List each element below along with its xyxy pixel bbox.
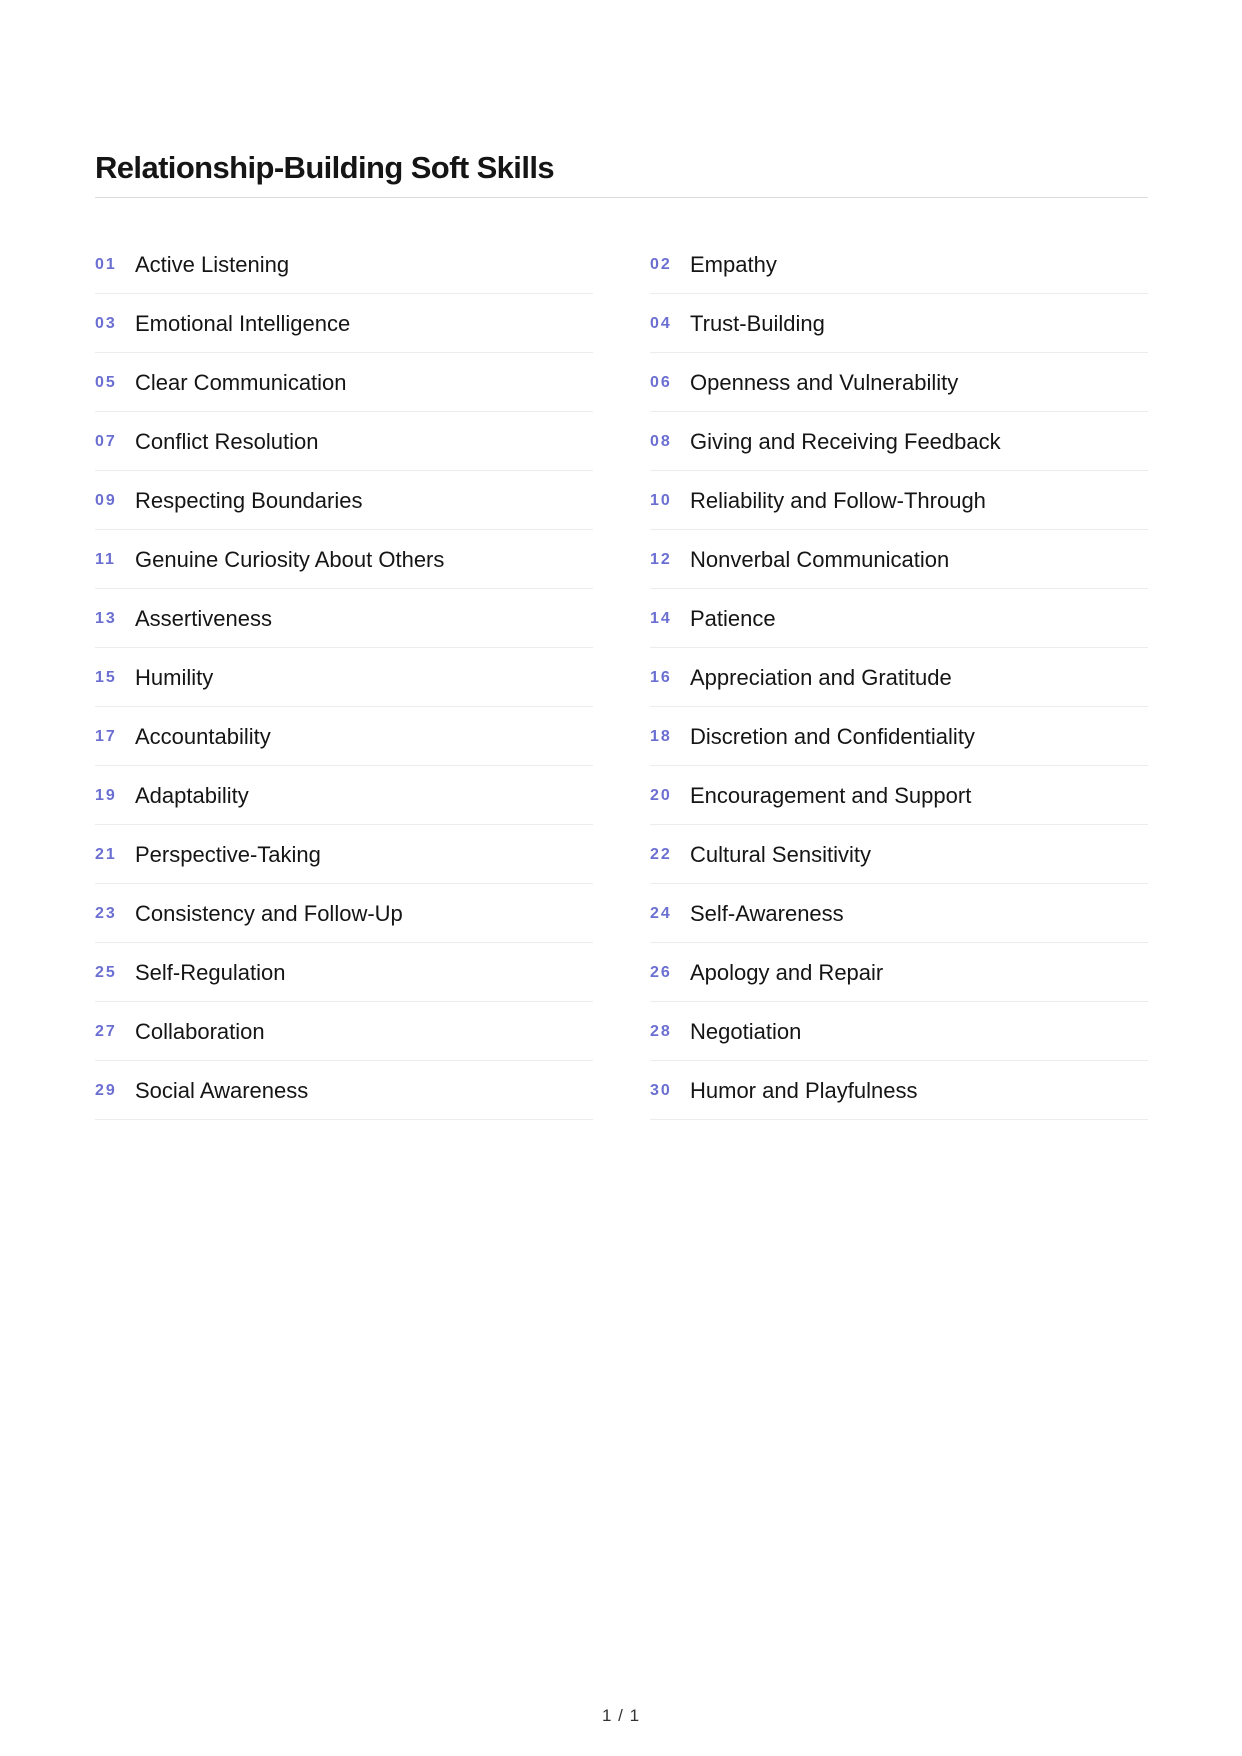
item-number: 14 (650, 609, 672, 627)
list-item (650, 413, 1148, 471)
list-item (95, 472, 593, 530)
list-item (650, 472, 1148, 530)
item-number: 06 (650, 373, 672, 391)
item-number: 19 (95, 786, 117, 804)
list-item (95, 708, 593, 766)
item-label: Self-Awareness (690, 900, 844, 926)
item-label: Clear Communication (135, 369, 347, 395)
item-number: 01 (95, 255, 117, 273)
list-item (95, 413, 593, 471)
item-label: Discretion and Confidentiality (690, 723, 975, 749)
item-label: Collaboration (135, 1018, 265, 1044)
item-number: 07 (95, 432, 117, 450)
item-label: Humility (135, 664, 214, 690)
item-label: Empathy (690, 251, 777, 277)
item-label: Apology and Repair (690, 959, 884, 985)
item-number: 25 (95, 963, 117, 981)
item-number: 17 (95, 727, 117, 745)
list-item (650, 767, 1148, 825)
item-label: Assertiveness (135, 605, 272, 631)
skills-list (95, 236, 1148, 1121)
item-number: 03 (95, 314, 117, 332)
list-item (95, 767, 593, 825)
list-item (650, 944, 1148, 1002)
item-label: Nonverbal Communication (690, 546, 950, 572)
list-item (95, 944, 593, 1002)
list-item (95, 295, 593, 353)
list-item (95, 354, 593, 412)
item-label: Social Awareness (135, 1077, 309, 1103)
item-number: 12 (650, 550, 672, 568)
list-item (95, 885, 593, 943)
item-number: 29 (95, 1081, 117, 1099)
item-number: 15 (95, 668, 117, 686)
item-label: Cultural Sensitivity (690, 841, 871, 867)
item-label: Reliability and Follow-Through (690, 487, 986, 513)
title-divider (95, 197, 1148, 198)
list-item (650, 1062, 1148, 1120)
list-item (95, 590, 593, 648)
list-item (650, 590, 1148, 648)
item-number: 02 (650, 255, 672, 273)
item-label: Humor and Playfulness (690, 1077, 918, 1103)
item-number: 21 (95, 845, 117, 863)
page-title: Relationship-Building Soft Skills (95, 150, 554, 185)
item-number: 13 (95, 609, 117, 627)
page-number: 1 / 1 (601, 1706, 641, 1725)
list-item (650, 885, 1148, 943)
list-item (95, 1062, 593, 1120)
item-label: Self-Regulation (135, 959, 286, 985)
item-number: 23 (95, 904, 117, 922)
item-label: Trust-Building (690, 310, 825, 336)
item-number: 09 (95, 491, 117, 509)
item-label: Adaptability (135, 782, 249, 808)
item-label: Emotional Intelligence (135, 310, 351, 336)
item-label: Openness and Vulnerability (690, 369, 959, 395)
list-item (95, 236, 593, 294)
item-label: Genuine Curiosity About Others (135, 546, 445, 572)
item-number: 08 (650, 432, 672, 450)
item-number: 05 (95, 373, 117, 391)
list-item (650, 708, 1148, 766)
list-item (95, 826, 593, 884)
list-item (95, 531, 593, 589)
list-item (650, 295, 1148, 353)
item-number: 18 (650, 727, 672, 745)
item-label: Active Listening (135, 251, 290, 277)
item-label: Conflict Resolution (135, 428, 319, 454)
list-item (650, 826, 1148, 884)
item-label: Encouragement and Support (690, 782, 972, 808)
item-label: Patience (690, 605, 776, 631)
item-number: 16 (650, 668, 672, 686)
item-label: Respecting Boundaries (135, 487, 363, 513)
item-label: Accountability (135, 723, 271, 749)
item-number: 26 (650, 963, 672, 981)
list-item (650, 649, 1148, 707)
list-item (650, 236, 1148, 294)
list-item (650, 354, 1148, 412)
item-label: Appreciation and Gratitude (690, 664, 952, 690)
list-item (95, 1003, 593, 1061)
item-number: 22 (650, 845, 672, 863)
item-label: Negotiation (690, 1018, 802, 1044)
item-label: Consistency and Follow-Up (135, 900, 403, 926)
item-number: 24 (650, 904, 672, 922)
list-item (650, 1003, 1148, 1061)
item-number: 11 (95, 550, 116, 568)
item-number: 28 (650, 1022, 672, 1040)
list-item (650, 531, 1148, 589)
item-number: 27 (95, 1022, 117, 1040)
item-label: Perspective-Taking (135, 841, 321, 867)
item-number: 20 (650, 786, 672, 804)
item-number: 10 (650, 491, 672, 509)
list-item (95, 649, 593, 707)
item-label: Giving and Receiving Feedback (690, 428, 1001, 454)
item-number: 04 (650, 314, 672, 332)
item-number: 30 (650, 1081, 672, 1099)
